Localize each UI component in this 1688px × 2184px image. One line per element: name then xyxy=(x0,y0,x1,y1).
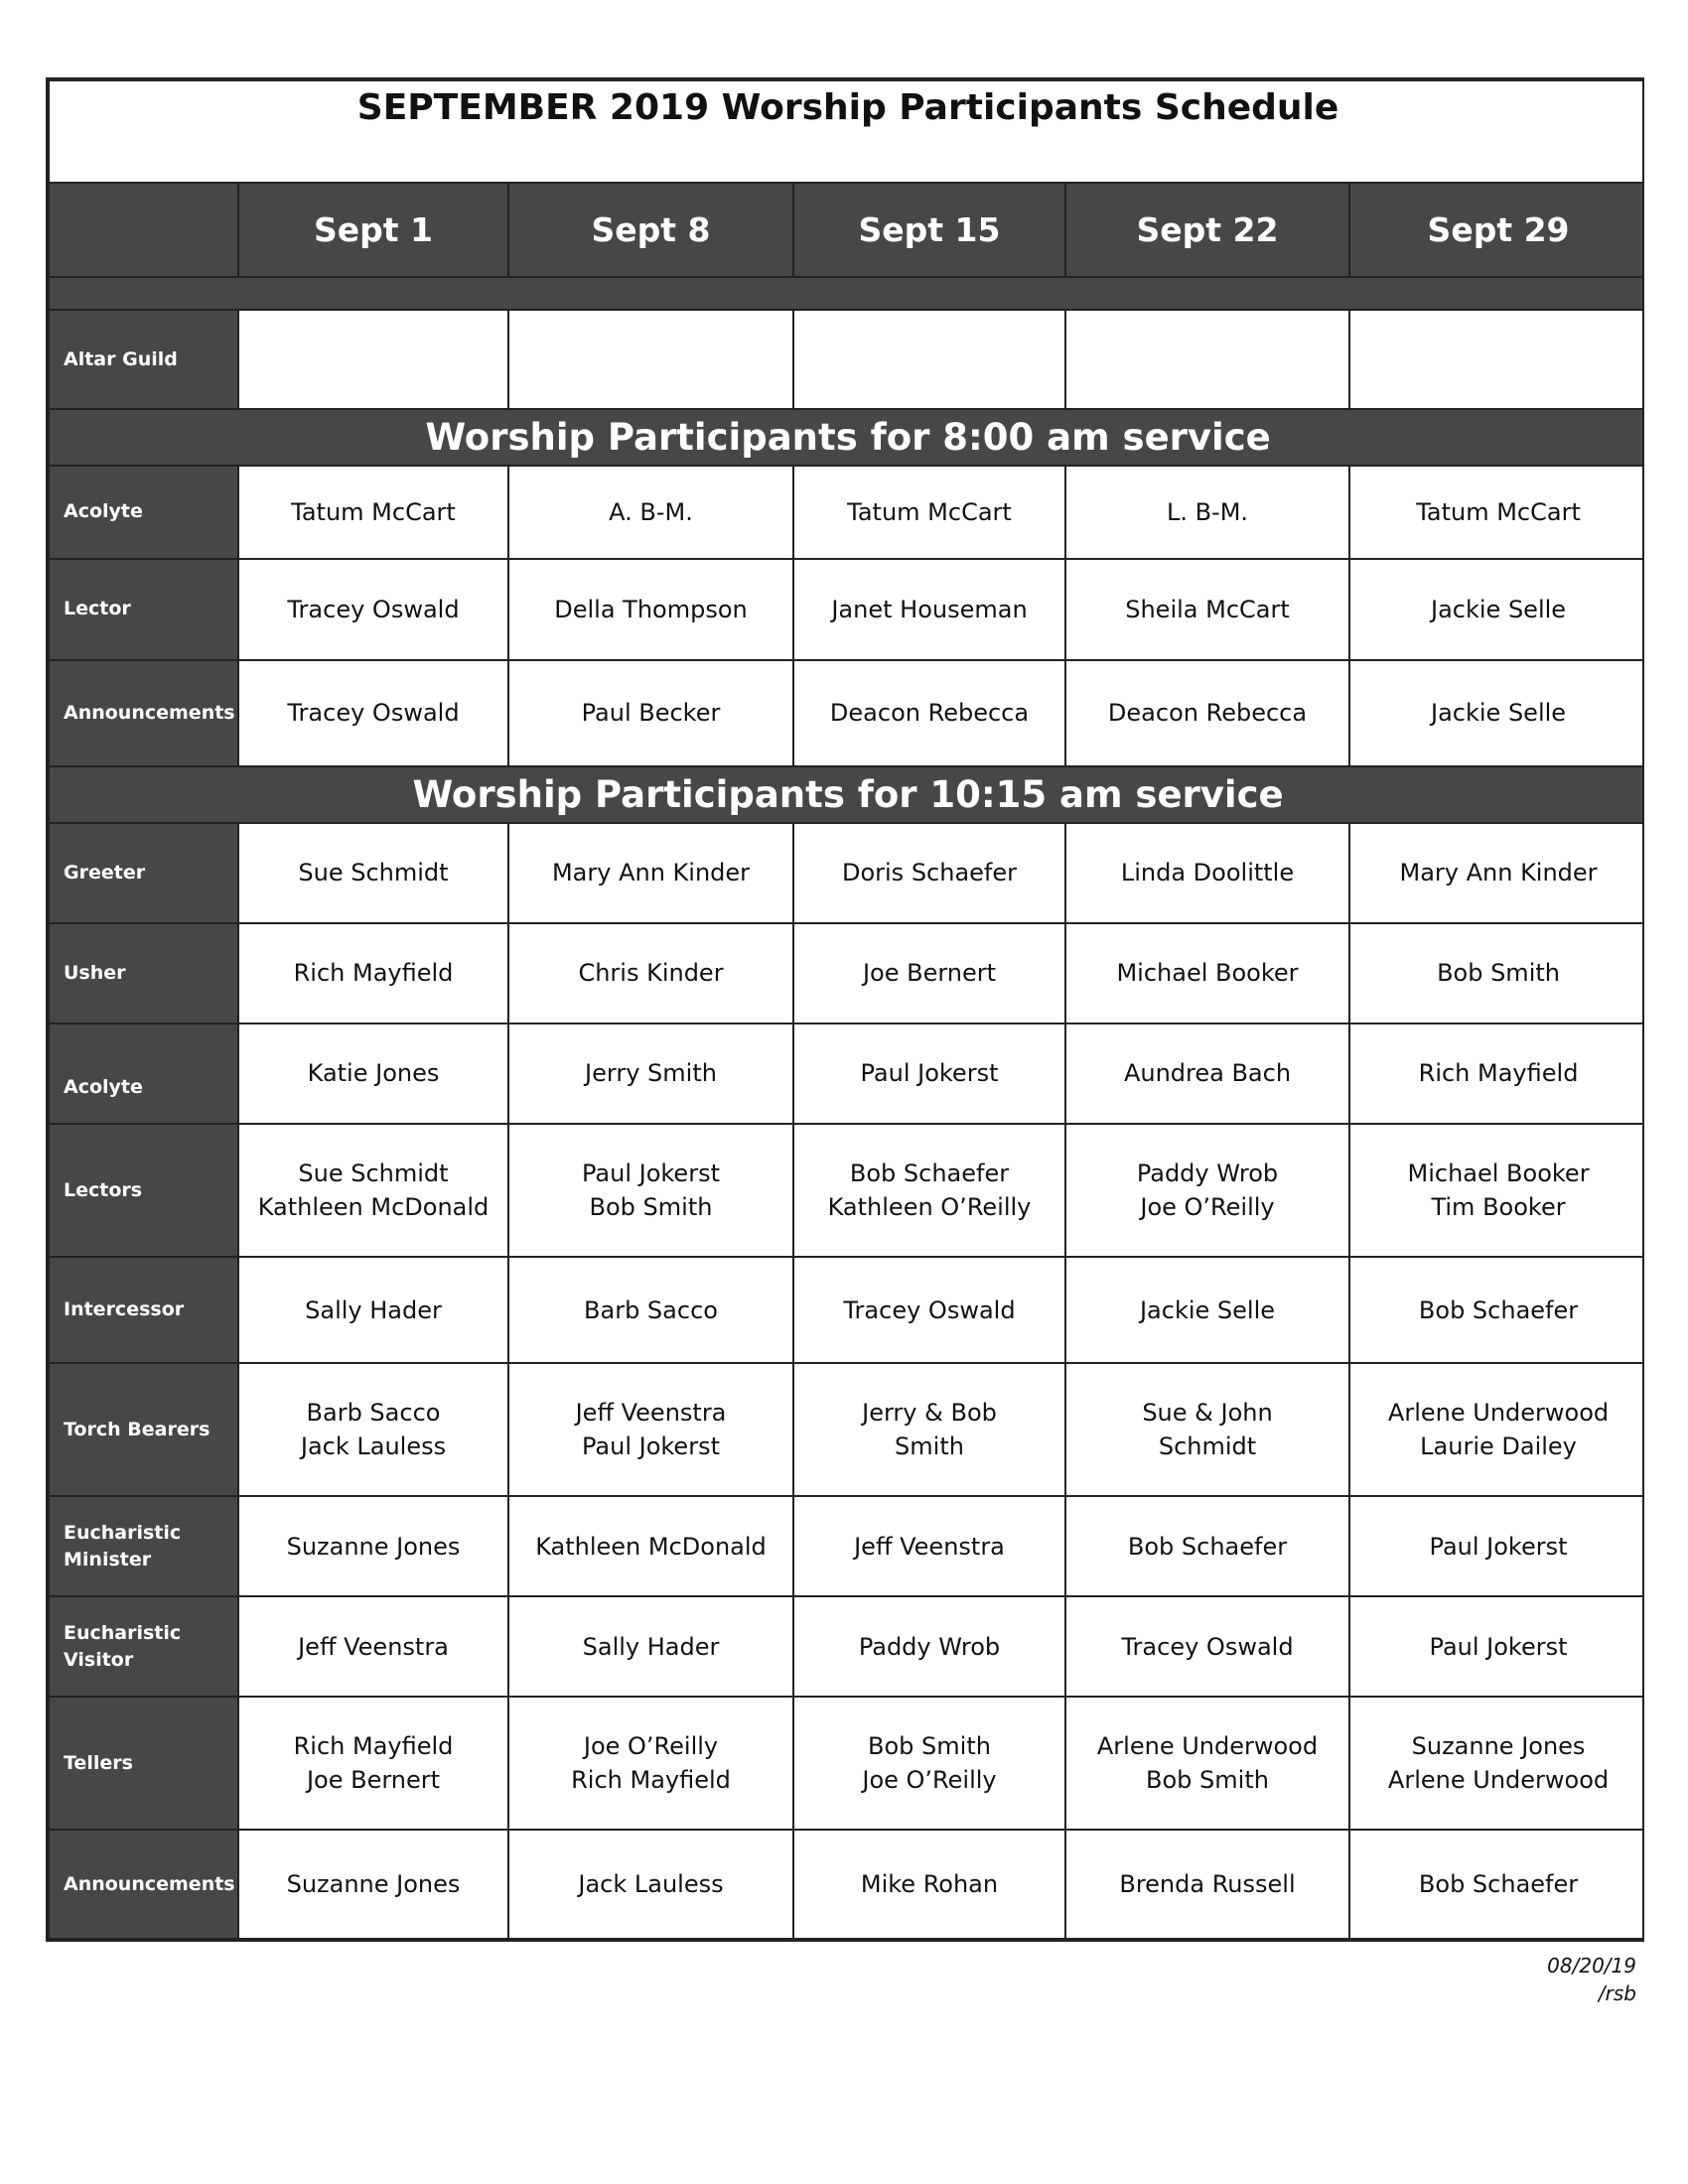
participant-name: A. B-M. xyxy=(609,497,693,526)
participant-name: Jerry & Bob xyxy=(862,1399,997,1428)
table-row xyxy=(49,1024,1644,1124)
participant-name: Sue Schmidt xyxy=(298,859,449,887)
schedule-cell xyxy=(238,466,508,559)
participant-name: Joe O’Reilly xyxy=(583,1732,719,1761)
participant-name: Bob Smith xyxy=(1146,1766,1269,1795)
role-label: Torch Bearers xyxy=(49,1363,238,1496)
schedule-cell xyxy=(1349,1697,1644,1830)
role-label: Acolyte xyxy=(49,1024,238,1124)
schedule-cell xyxy=(1349,1124,1644,1257)
schedule-cell xyxy=(238,1830,508,1939)
participant-name: Arlene Underwood xyxy=(1387,1766,1610,1795)
schedule-cell xyxy=(238,310,508,409)
participant-name: Arlene Underwood xyxy=(1096,1732,1319,1761)
schedule-cell xyxy=(793,1257,1065,1363)
participant-name: Smith xyxy=(895,1433,964,1461)
participant-name: Jackie Selle xyxy=(1139,1296,1276,1324)
role-label: Usher xyxy=(49,923,238,1024)
schedule-cell xyxy=(238,1257,508,1363)
participant-name: Sally Hader xyxy=(305,1296,442,1324)
participant-name: Paul Jokerst xyxy=(1429,1532,1568,1561)
participant-name: Della Thompson xyxy=(554,595,748,623)
participant-name: Deacon Rebecca xyxy=(1107,699,1308,728)
schedule-cell xyxy=(1065,1124,1349,1257)
participant-name: Joe Bernert xyxy=(306,1766,441,1795)
participant-name: Jeff Veenstra xyxy=(854,1532,1005,1561)
participant-name: Schmidt xyxy=(1158,1433,1257,1461)
schedule-cell xyxy=(793,823,1065,923)
participant-name: Janet Houseman xyxy=(831,595,1028,623)
footer-initials: /rsb xyxy=(1598,1981,1636,2005)
participant-name: Jackie Selle xyxy=(1431,699,1567,728)
schedule-cell xyxy=(1065,559,1349,660)
schedule-cell xyxy=(793,1697,1065,1830)
schedule-cell xyxy=(1065,660,1349,766)
role-label: Announcements xyxy=(49,1830,238,1939)
participant-name: Barb Sacco xyxy=(584,1296,718,1324)
role-label: Greeter xyxy=(49,823,238,923)
participant-name: Paul Jokerst xyxy=(582,1159,720,1187)
participant-name: Suzanne Jones xyxy=(1411,1732,1586,1761)
participant-name: Sally Hader xyxy=(582,1632,720,1661)
schedule-cell xyxy=(1065,310,1349,409)
participant-name: Katie Jones xyxy=(307,1059,440,1088)
role-label: Lectors xyxy=(49,1124,238,1257)
participant-name: Bob Smith xyxy=(1437,959,1560,988)
schedule-cell xyxy=(508,1496,793,1596)
schedule-cell xyxy=(238,1496,508,1596)
participant-name: Kathleen McDonald xyxy=(257,1192,490,1221)
schedule-cell xyxy=(508,923,793,1024)
participant-name: Michael Booker xyxy=(1116,959,1299,988)
table-row xyxy=(49,1830,1644,1939)
participant-name: Tracey Oswald xyxy=(287,595,460,623)
participant-name: Suzanne Jones xyxy=(286,1532,461,1561)
participant-name: Kathleen McDonald xyxy=(535,1532,767,1561)
schedule-cell xyxy=(238,1363,508,1496)
role-label: Eucharistic Visitor xyxy=(49,1596,238,1697)
participant-name: Paul Jokerst xyxy=(582,1433,720,1461)
schedule-cell xyxy=(1349,466,1644,559)
section-heading: Worship Participants for 8:00 am service xyxy=(49,409,1644,466)
schedule-cell xyxy=(793,466,1065,559)
schedule-cell xyxy=(1065,1830,1349,1939)
header-corner xyxy=(49,183,238,277)
date-header: Sept 15 xyxy=(793,183,1065,277)
schedule-cell xyxy=(1065,1496,1349,1596)
participant-name: Tracey Oswald xyxy=(843,1296,1016,1324)
schedule-cell xyxy=(793,1124,1065,1257)
participant-name: Mary Ann Kinder xyxy=(551,859,751,887)
participant-name: Michael Booker xyxy=(1407,1159,1590,1187)
participant-name: Paul Becker xyxy=(581,699,721,728)
schedule-cell xyxy=(508,1363,793,1496)
participant-name: Tim Booker xyxy=(1431,1192,1566,1221)
participant-name: Linda Doolittle xyxy=(1120,859,1295,887)
date-header: Sept 22 xyxy=(1065,183,1349,277)
participant-name: Doris Schaefer xyxy=(841,859,1018,887)
participant-name: Tatum McCart xyxy=(1416,497,1581,526)
participant-name: Bob Schaefer xyxy=(1418,1870,1579,1899)
participant-name: Rich Mayfield xyxy=(293,1732,454,1761)
schedule-cell xyxy=(238,1124,508,1257)
schedule-cell xyxy=(793,310,1065,409)
table-row xyxy=(49,923,1644,1024)
schedule-cell xyxy=(508,559,793,660)
participant-name: Rich Mayfield xyxy=(571,1766,731,1795)
schedule-cell xyxy=(1349,660,1644,766)
schedule-cell xyxy=(1065,1257,1349,1363)
schedule-cell xyxy=(508,310,793,409)
footer-note xyxy=(1547,1952,1636,2007)
participant-name: Jackie Selle xyxy=(1431,595,1567,623)
schedule-cell xyxy=(1065,1596,1349,1697)
participant-name: Rich Mayfield xyxy=(1418,1059,1579,1088)
participant-name: Bob Schaefer xyxy=(1418,1296,1579,1324)
schedule-cell xyxy=(793,1496,1065,1596)
participant-name: Aundrea Bach xyxy=(1123,1059,1292,1088)
participant-name: Bob Smith xyxy=(589,1192,713,1221)
table-row xyxy=(49,823,1644,923)
participant-name: Paddy Wrob xyxy=(1136,1159,1279,1187)
role-label: Acolyte xyxy=(49,466,238,559)
role-label: Altar Guild xyxy=(49,310,238,409)
role-label: Tellers xyxy=(49,1697,238,1830)
participant-name: Chris Kinder xyxy=(578,959,724,988)
schedule-cell xyxy=(1349,923,1644,1024)
schedule-cell xyxy=(508,1697,793,1830)
participant-name: Deacon Rebecca xyxy=(829,699,1030,728)
participant-name: Jeff Veenstra xyxy=(575,1399,727,1428)
schedule-cell xyxy=(238,559,508,660)
schedule-cell xyxy=(508,466,793,559)
footer-date: 08/20/19 xyxy=(1547,1954,1636,1978)
participant-name: Tatum McCart xyxy=(291,497,456,526)
schedule-cell xyxy=(238,823,508,923)
schedule-cell xyxy=(1349,1257,1644,1363)
participant-name: Joe O’Reilly xyxy=(1140,1192,1275,1221)
participant-name: Bob Schaefer xyxy=(849,1159,1010,1187)
table-row xyxy=(49,559,1644,660)
participant-name: Kathleen O’Reilly xyxy=(827,1192,1032,1221)
participant-name: Bob Smith xyxy=(868,1732,991,1761)
schedule-cell xyxy=(1065,466,1349,559)
schedule-cell xyxy=(508,1596,793,1697)
schedule-cell xyxy=(238,1024,508,1124)
schedule-cell xyxy=(793,1363,1065,1496)
participant-name: Mary Ann Kinder xyxy=(1399,859,1598,887)
schedule-cell xyxy=(1349,559,1644,660)
participant-name: Jack Lauless xyxy=(578,1870,724,1899)
schedule-cell xyxy=(1349,823,1644,923)
date-header: Sept 8 xyxy=(508,183,793,277)
participant-name: Mike Rohan xyxy=(860,1870,999,1899)
table-row xyxy=(49,1124,1644,1257)
table-row xyxy=(49,1496,1644,1596)
participant-name: Joe Bernert xyxy=(862,959,997,988)
table-row xyxy=(49,1697,1644,1830)
schedule-cell xyxy=(238,923,508,1024)
schedule-sheet xyxy=(46,77,1644,1942)
schedule-cell xyxy=(238,1596,508,1697)
schedule-cell xyxy=(1065,1024,1349,1124)
schedule-cell xyxy=(1065,1697,1349,1830)
table-row xyxy=(49,1257,1644,1363)
schedule-cell xyxy=(1349,1024,1644,1124)
schedule-table xyxy=(48,79,1644,1940)
participant-name: Sheila McCart xyxy=(1125,595,1290,623)
schedule-cell xyxy=(793,1024,1065,1124)
participant-name: Paddy Wrob xyxy=(858,1632,1001,1661)
participant-name: Jack Lauless xyxy=(300,1433,447,1461)
section-heading: Worship Participants for 10:15 am service xyxy=(49,766,1644,823)
participant-name: Suzanne Jones xyxy=(286,1870,461,1899)
schedule-cell xyxy=(793,923,1065,1024)
table-row xyxy=(49,1363,1644,1496)
participant-name: Jeff Veenstra xyxy=(298,1632,449,1661)
schedule-cell xyxy=(1349,1496,1644,1596)
schedule-cell xyxy=(508,823,793,923)
schedule-cell xyxy=(793,660,1065,766)
participant-name: Paul Jokerst xyxy=(1429,1632,1568,1661)
schedule-cell xyxy=(1349,1830,1644,1939)
schedule-cell xyxy=(508,1830,793,1939)
participant-name: Bob Schaefer xyxy=(1127,1532,1288,1561)
schedule-cell xyxy=(1065,923,1349,1024)
schedule-cell xyxy=(1065,1363,1349,1496)
schedule-cell xyxy=(1349,1363,1644,1496)
role-label: Intercessor xyxy=(49,1257,238,1363)
role-label: Eucharistic Minister xyxy=(49,1496,238,1596)
page-title: SEPTEMBER 2019 Worship Participants Schedule xyxy=(49,80,1644,183)
table-row xyxy=(49,466,1644,559)
participant-name: Laurie Dailey xyxy=(1420,1433,1577,1461)
participant-name: Jerry Smith xyxy=(585,1059,717,1088)
schedule-cell xyxy=(793,1596,1065,1697)
role-label: Announcements xyxy=(49,660,238,766)
participant-name: Tracey Oswald xyxy=(1121,1632,1294,1661)
participant-name: Paul Jokerst xyxy=(860,1059,999,1088)
table-row xyxy=(49,1596,1644,1697)
participant-name: Barb Sacco xyxy=(306,1399,441,1428)
participant-name: Sue Schmidt xyxy=(298,1159,449,1187)
schedule-cell xyxy=(238,660,508,766)
date-header: Sept 29 xyxy=(1349,183,1644,277)
schedule-cell xyxy=(1349,310,1644,409)
participant-name: L. B-M. xyxy=(1166,497,1249,526)
participant-name: Joe O’Reilly xyxy=(862,1766,997,1795)
schedule-cell xyxy=(238,1697,508,1830)
schedule-cell xyxy=(1065,823,1349,923)
date-header: Sept 1 xyxy=(238,183,508,277)
header-spacer xyxy=(49,277,1644,310)
participant-name: Arlene Underwood xyxy=(1387,1399,1610,1428)
role-label: Lector xyxy=(49,559,238,660)
participant-name: Tatum McCart xyxy=(847,497,1012,526)
participant-name: Rich Mayfield xyxy=(293,959,454,988)
schedule-cell xyxy=(508,1257,793,1363)
schedule-cell xyxy=(1349,1596,1644,1697)
schedule-cell xyxy=(508,1124,793,1257)
schedule-cell xyxy=(508,1024,793,1124)
participant-name: Brenda Russell xyxy=(1119,1870,1296,1899)
schedule-cell xyxy=(508,660,793,766)
participant-name: Tracey Oswald xyxy=(287,699,460,728)
table-row xyxy=(49,660,1644,766)
schedule-cell xyxy=(793,559,1065,660)
schedule-cell xyxy=(793,1830,1065,1939)
participant-name: Sue & John xyxy=(1142,1399,1273,1428)
